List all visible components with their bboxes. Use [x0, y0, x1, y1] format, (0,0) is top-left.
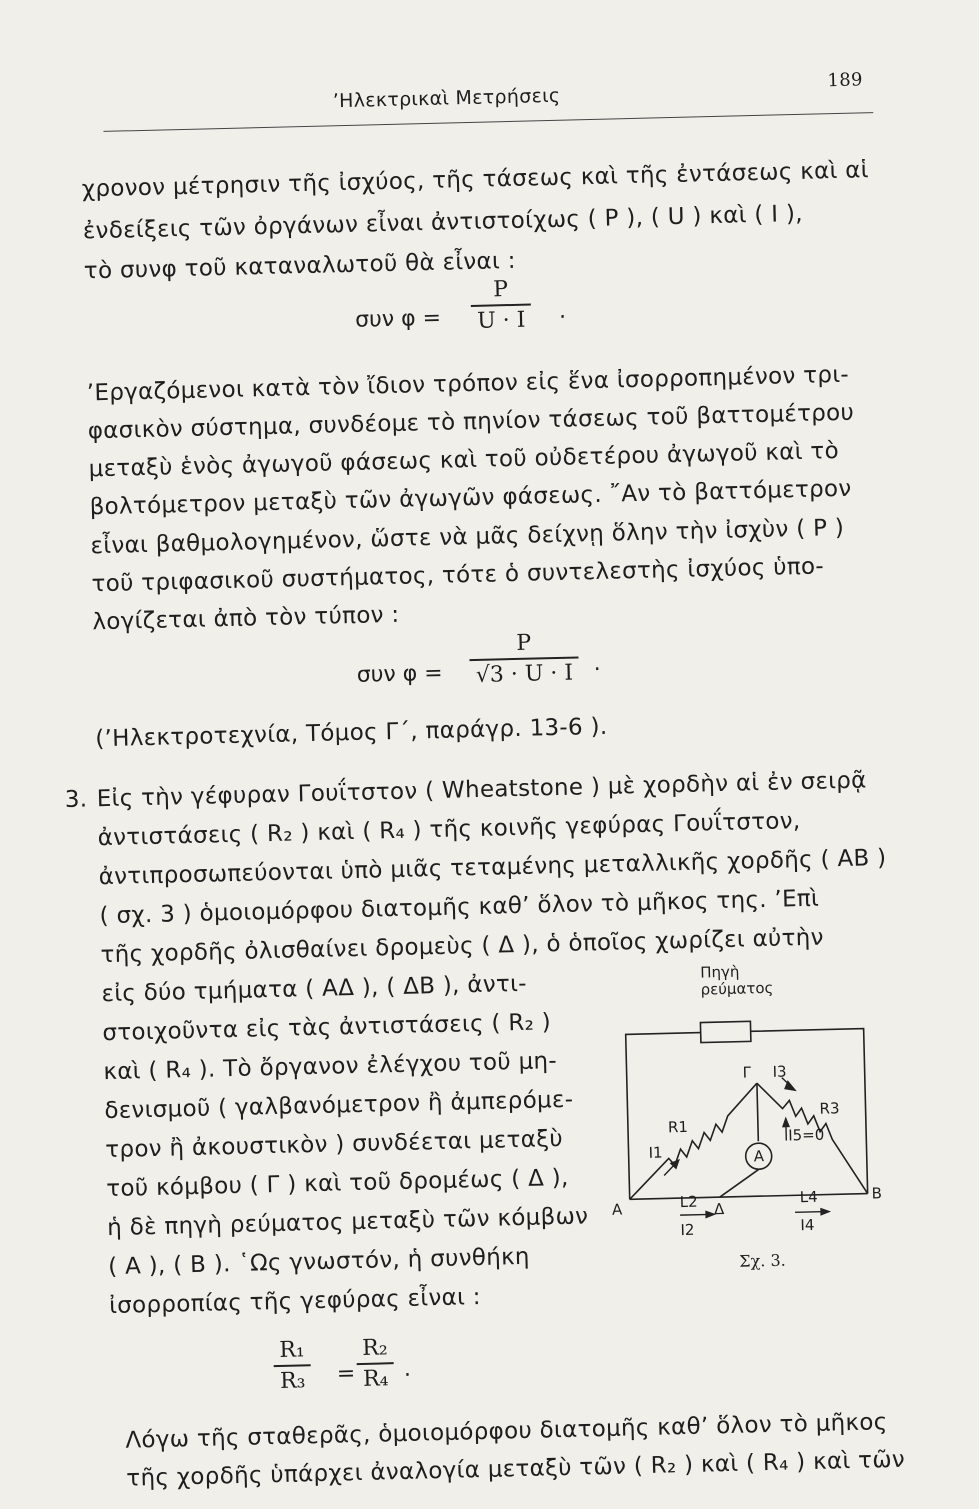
formula3-end: .	[403, 1357, 411, 1382]
formula2-lhs: συν φ =	[357, 661, 443, 688]
section3-line: τῆς χορδῆς ὀλισθαίνει δρομεὺς ( Δ ), ὁ ὁποῖος χωρίζει αὐτὴν	[100, 924, 824, 970]
section3-line: Εἰς τὴν γέφυραν Γουΐτστον ( Wheatstone ) μὲ χορδὴν αἱ ἐν σειρᾷ	[96, 766, 866, 813]
section3-line: ἀντιστάσεις ( R₂ ) καὶ ( R₄ ) τῆς κοινῆς γεφύρας Γουΐτστον,	[97, 807, 800, 852]
source-box	[700, 1021, 750, 1042]
figure-caption: Σχ. 3.	[739, 1251, 786, 1271]
header-rule	[103, 112, 873, 132]
section3-narrow-line: τρον ἢ ἀκουστικὸν ) συνδέεται μεταξὺ	[105, 1125, 563, 1164]
para2-line: ’Εργαζόμενοι κατὰ τὸν ἴδιον τρόπον εἰς ἕνα ἰσορροπημένον τρι-	[87, 361, 850, 408]
para2-line: τοῦ τριφασικοῦ συστήματος, τότε ὁ συντελεστὴς ἰσχύος ὑπο-	[91, 552, 824, 598]
section3-narrow-line: ἰσορροπίας τῆς γεφύρας εἶναι :	[109, 1283, 481, 1320]
formula3-left-den: R₃	[274, 1368, 312, 1394]
i5-label: I5=0	[788, 1126, 825, 1145]
bridge-diagram	[604, 948, 912, 1285]
para2-line: εἶναι βαθμολογημένον, ὥστε νὰ μᾶς δείχνῃ ὅλην τὴν ἰσχὺν ( P )	[90, 514, 844, 560]
formula1-numerator: P	[487, 277, 514, 303]
source-label: Πηγὴ ρεύματος	[700, 962, 801, 998]
section3-narrow-line: ( Α ), ( Β ). ῾Ως γνωστόν, ἡ συνθήκη	[108, 1243, 530, 1281]
formula3-right-fraction	[356, 1335, 395, 1391]
l2-label: L2	[680, 1193, 698, 1211]
section3-line: ἀντιπροσωπεύονται ὑπὸ μιᾶς τεταμένης μεταλλικῆς χορδῆς ( AB )	[98, 844, 886, 891]
source-wire-right	[751, 1029, 868, 1197]
node-d-label: Δ	[714, 1200, 725, 1218]
r1-label: R1	[668, 1118, 688, 1136]
i4-label: I4	[800, 1216, 814, 1234]
section3-narrow-line: δενισμοῦ ( γαλβανόμετρον ἢ ἀμπερόμε-	[104, 1086, 574, 1125]
i3-label: I3	[772, 1062, 786, 1080]
section3-narrow-line: καὶ ( R₄ ). Τὸ ὄργανον ἐλέγχου τοῦ μη-	[103, 1047, 557, 1086]
closing-line: Λόγω τῆς σταθερᾶς, ὁμοιομόρφου διατομῆς καθ’ ὅλον τὸ μῆκος	[125, 1408, 888, 1455]
section-number: 3.	[64, 785, 87, 814]
formula2-denominator: √3 · U · I	[470, 660, 580, 688]
arrow-i5-head	[783, 1118, 789, 1126]
fraction-bar	[471, 304, 531, 307]
formula3-right-den: R₄	[357, 1366, 395, 1392]
meter-label: A	[753, 1147, 764, 1165]
closing-line: τῆς χορδῆς ὑπάρχει ἀναλογία μεταξὺ τῶν ( R₂ ) καὶ ( R₄ ) καὶ τῶν	[126, 1446, 905, 1493]
fraction-bar	[274, 1364, 311, 1366]
page-number: 189	[827, 66, 863, 95]
formula2-numerator: P	[510, 630, 537, 656]
r3-label: R3	[819, 1099, 839, 1117]
para2-line: βολτόμετρον μεταξὺ τῶν ἀγωγῶν φάσεως. ῎Αν τὸ βαττόμετρον	[89, 475, 852, 522]
formula1-end: .	[559, 299, 567, 324]
formula1-lhs: συν φ =	[355, 306, 441, 333]
formula3-right-num: R₂	[356, 1335, 394, 1361]
arrow-i2-head	[706, 1211, 714, 1217]
wheatstone-bridge-figure	[604, 948, 912, 1285]
formula3-left-fraction	[273, 1337, 312, 1393]
para1-line: χρονον μέτρησιν τῆς ἰσχύος, τῆς τάσεως καὶ τῆς ἐντάσεως καὶ αἱ	[82, 156, 870, 203]
l4-label: L4	[799, 1188, 817, 1206]
para1-line: τὸ συνφ τοῦ καταναλωτοῦ θὰ εἶναι :	[84, 247, 516, 286]
para2-line: λογίζεται ἀπὸ τὸν τύπον :	[92, 601, 400, 636]
galvanometer-wire-top	[757, 1083, 758, 1141]
reference: (’Ηλεκτροτεχνία, Τόμος Γ΄, παράγρ. 13-6 ).	[95, 713, 608, 754]
formula2-end: .	[593, 651, 601, 676]
para2-line: φασικὸν σύστημα, συνδέομε τὸ πηνίον τάσεως τοῦ βαττομέτρου	[87, 399, 854, 446]
section3-narrow-line: στοιχοῦντα εἰς τὰς ἀντιστάσεις ( R₂ )	[102, 1008, 551, 1047]
formula3-left-num: R₁	[273, 1337, 311, 1363]
running-head: ’Ηλεκτρικαὶ Μετρήσεις	[332, 82, 560, 116]
para1-line: ἐνδείξεις τῶν ὀργάνων εἶναι ἀντιστοίχως ( P ), ( U ) καὶ ( I ),	[83, 200, 804, 246]
node-b-label: B	[871, 1184, 882, 1202]
fraction-bar	[357, 1362, 394, 1364]
i2-label: I2	[680, 1221, 694, 1239]
node-g-label: Γ	[742, 1063, 751, 1081]
section3-narrow-line: ἡ δὲ πηγὴ ρεύματος μεταξὺ τῶν κόμβων	[107, 1202, 589, 1242]
node-a-label: A	[612, 1201, 623, 1219]
galvanometer-wire-bottom	[719, 1169, 760, 1197]
para2-line: μεταξὺ ἑνὸς ἀγωγοῦ φάσεως καὶ τοῦ οὐδετέρου ἀγωγοῦ καὶ τὸ	[88, 437, 839, 483]
slide-wire-ab	[630, 1194, 868, 1200]
formula1-denominator: U · I	[471, 307, 532, 333]
section3-narrow-line: τοῦ κόμβου ( Γ ) καὶ τοῦ δρομέως ( Δ ),	[106, 1164, 569, 1203]
formula2-fraction	[469, 629, 580, 687]
formula3-equals: =	[337, 1361, 356, 1386]
section3-narrow-line: εἰς δύο τμήματα ( ΑΔ ), ( ΔΒ ), ἀντι-	[101, 970, 527, 1008]
arrow-i4-head	[821, 1208, 829, 1214]
formula1-fraction	[470, 277, 532, 334]
section3-line: ( σχ. 3 ) ὁμοιομόρφου διατομῆς καθ’ ὅλον τὸ μῆκος της. ’Επὶ	[99, 885, 819, 931]
i1-label: I1	[648, 1144, 662, 1162]
